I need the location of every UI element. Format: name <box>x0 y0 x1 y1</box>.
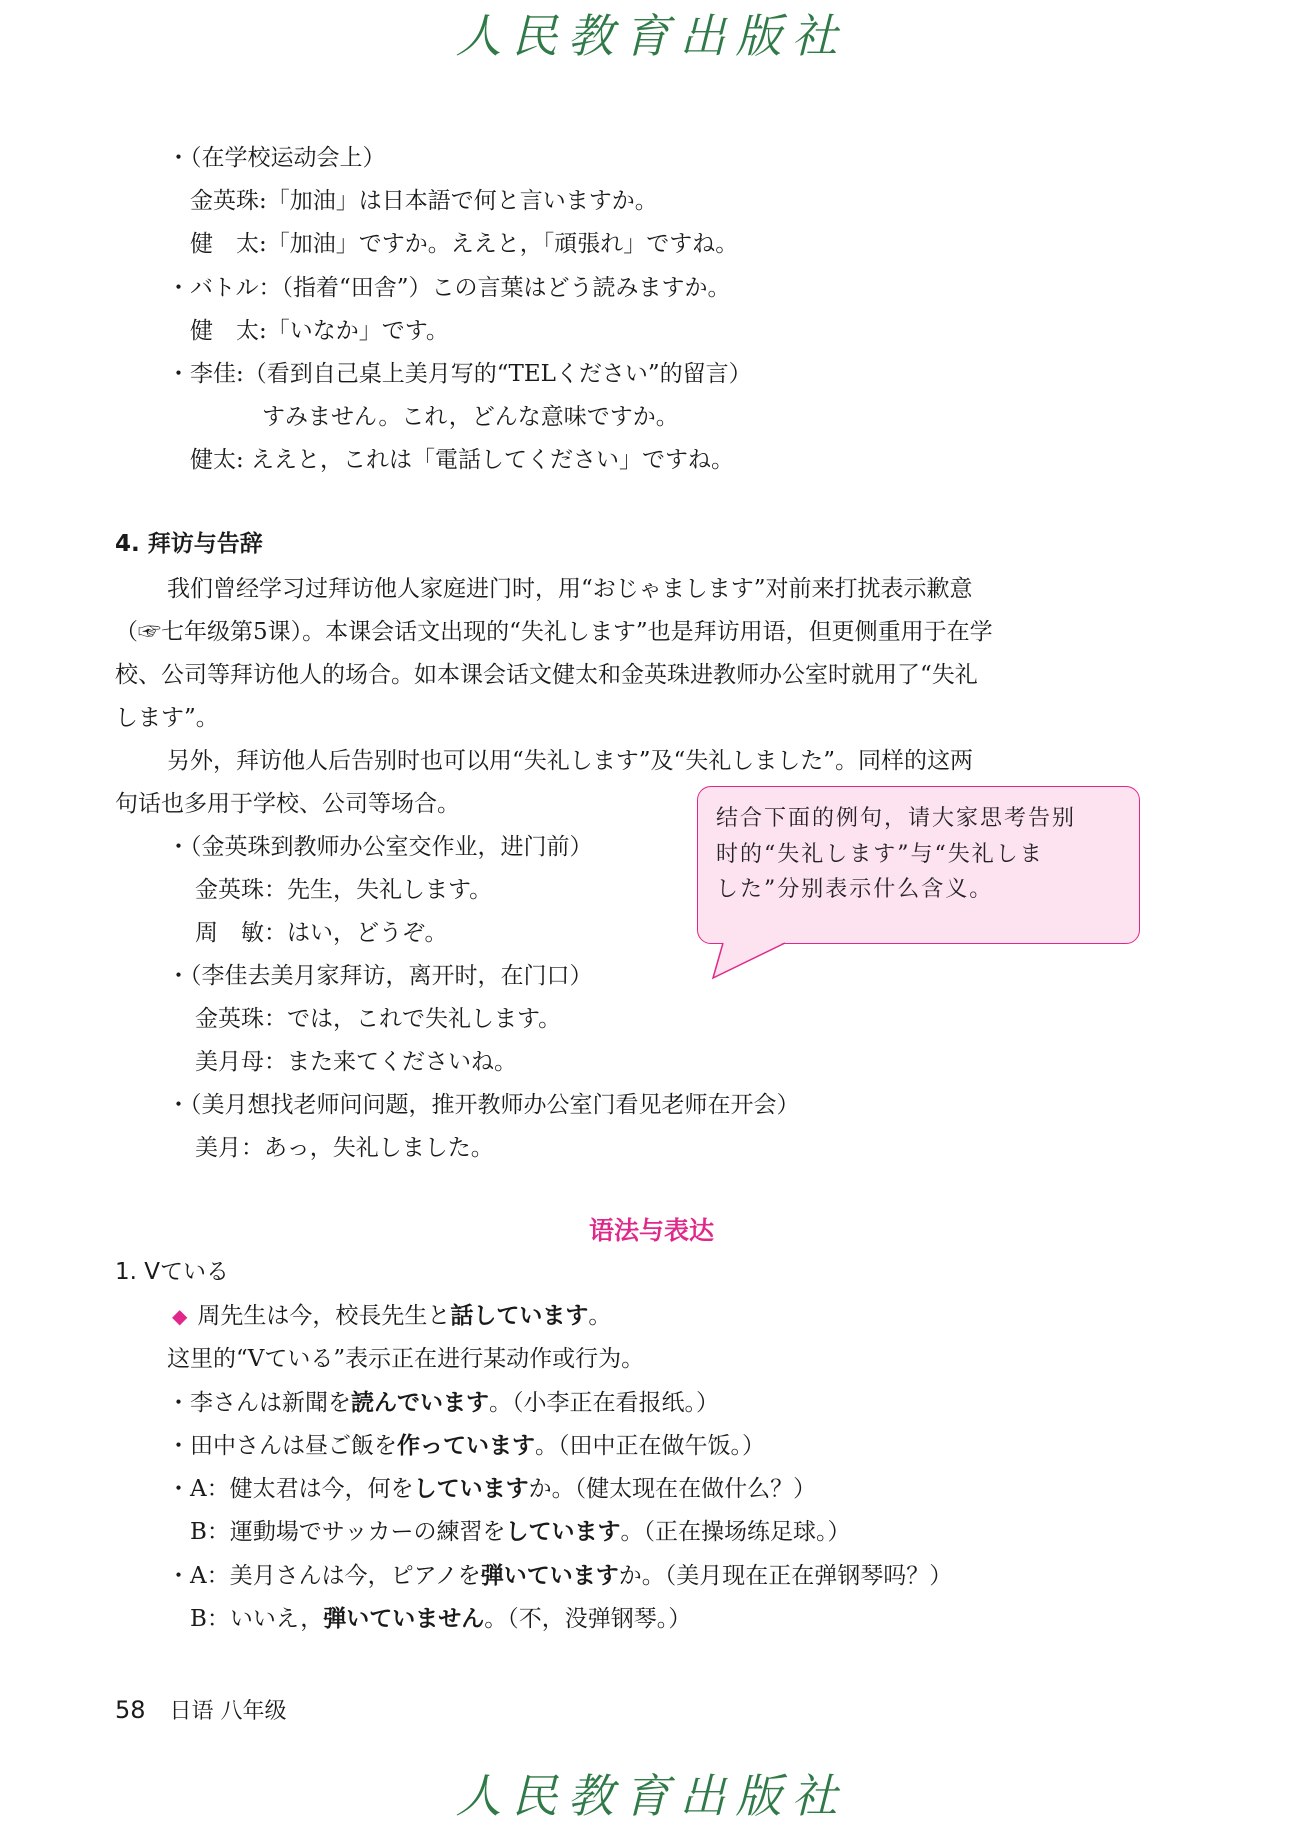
section-title-grammar: 语法与表达 <box>588 1216 714 1245</box>
page-footer <box>115 1695 287 1726</box>
example-line: 美月母：また来てくださいね。 <box>195 1049 517 1075</box>
grammar-example: ・A：美月さんは今，ピアノを弾いていますか。（美月现在正在弹钢琴吗？） <box>167 1563 953 1589</box>
example-line: ・バトル：（指着“田舎”）この言葉はどう読みますか。 <box>167 275 731 301</box>
example-line: すみません。これ，どんな意味ですか。 <box>262 404 679 430</box>
example-situation: ・（金英珠到教师办公室交作业，进门前） <box>167 834 593 860</box>
example-situation: ・（在学校运动会上） <box>167 145 386 171</box>
example-line: 金英珠：では，これで失礼します。 <box>195 1006 562 1032</box>
note-line: 结合下面的例句，请大家思考告别 <box>716 806 1077 831</box>
paragraph-line: 句话也多用于学校、公司等场合。 <box>115 791 460 817</box>
key-sentence: ◆ 周先生は今，校長先生と話しています。 <box>172 1303 612 1329</box>
section-heading: 4. 拜访与告辞 <box>115 531 263 557</box>
page-number: 58 <box>115 1696 146 1724</box>
example-line: 健 太:「加油」ですか。ええと，「頑張れ」ですね。 <box>190 231 739 257</box>
publisher-logo-bottom: 人民教育出版社 <box>455 1769 848 1823</box>
note-bubble <box>697 786 1140 944</box>
grammar-example: B：いいえ，弾いていません。（不，没弹钢琴。） <box>190 1606 692 1632</box>
grammar-item-heading: 1. Vている <box>115 1259 229 1285</box>
example-line: ・李佳:（看到自己桌上美月写的“TELください”的留言） <box>167 361 752 387</box>
paragraph-line: します”。 <box>115 705 219 731</box>
paragraph-line: 我们曾经学习过拜访他人家庭进门时，用“おじゃまします”对前来打扰表示歉意 <box>167 576 973 602</box>
note-line: した”分别表示什么含义。 <box>716 877 994 903</box>
note-bubble-tail <box>705 942 795 982</box>
example-situation: ・（李佳去美月家拜访，离开时，在门口） <box>167 963 593 989</box>
publisher-logo-top: 人民教育出版社 <box>455 9 848 63</box>
example-line: 周 敏：はい，どうぞ。 <box>195 920 448 946</box>
grammar-example: ・李さんは新聞を読んでいます。（小李正在看报纸。） <box>167 1390 719 1416</box>
example-line: 金英珠:「加油」は日本語で何と言いますか。 <box>190 188 658 214</box>
paragraph-line: （☞七年级第5课）。本课会话文出现的“失礼します”也是拜访用语，但更侧重用于在学 <box>115 619 993 645</box>
book-title: 日语 八年级 <box>169 1699 287 1724</box>
paragraph-line: 另外，拜访他人后告别时也可以用“失礼します”及“失礼しました”。同样的这两 <box>167 748 974 774</box>
diamond-bullet-icon: ◆ <box>172 1304 188 1328</box>
grammar-example: ・A：健太君は今，何をしていますか。（健太现在在做什么？） <box>167 1476 817 1502</box>
note-line: 时的“失礼します”与“失礼しま <box>716 841 1044 867</box>
grammar-explanation: 这里的“Vている”表示正在进行某动作或行为。 <box>167 1346 645 1372</box>
example-line: 金英珠：先生，失礼します。 <box>195 877 493 903</box>
paragraph-line: 校、公司等拜访他人的场合。如本课会话文健太和金英珠进教师办公室时就用了“失礼 <box>115 662 978 688</box>
example-line: 健太: ええと，これは「電話してください」ですね。 <box>190 447 735 473</box>
example-situation: ・（美月想找老师问问题，推开教师办公室门看见老师在开会） <box>167 1092 800 1118</box>
grammar-example: B：運動場でサッカーの練習をしています。（正在操场练足球。） <box>190 1519 851 1545</box>
grammar-example: ・田中さんは昼ご飯を作っています。（田中正在做午饭。） <box>167 1433 765 1459</box>
example-line: 美月：あっ，失礼しました。 <box>195 1135 494 1161</box>
example-line: 健 太:「いなか」です。 <box>190 318 449 344</box>
